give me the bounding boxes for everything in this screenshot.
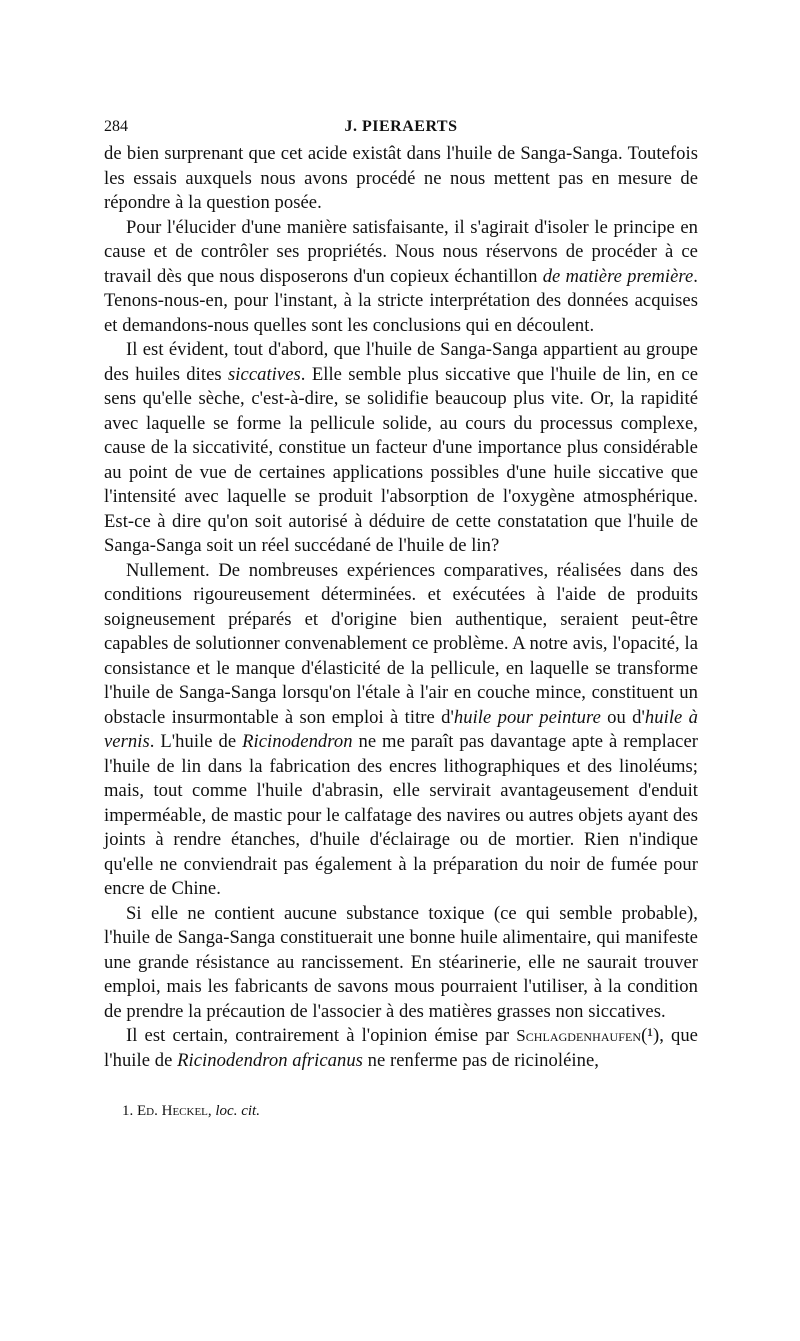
footnote-number: 1. (122, 1103, 137, 1119)
paragraph-3 (104, 338, 698, 559)
running-title: J. PIERAERTS (344, 118, 458, 135)
footnote-author: Ed. Heckel (137, 1103, 208, 1119)
footnote (104, 1101, 698, 1121)
paragraph-2 (104, 216, 698, 339)
page-number: 284 (104, 118, 128, 135)
page-header (104, 112, 698, 142)
paragraph-2-text-b: . Tenons-nous-en, pour l'instant, à la stricte interprétation des données acquises et demandons-nous quelles sont les conclusions qui en découlent. (104, 265, 698, 336)
paragraph-6-text-a: Il est certain, contrairement à l'opinion émise par (126, 1025, 517, 1046)
paragraph-3-text-b: . Elle semble plus siccative que l'huile de lin, en ce sens qu'elle sèche, c'est-à-dire, se solidifie beaucoup plus vite. Or, la rapidité avec laquelle se forme la pellicule solide, au cours du processus complexe, cause de la siccativité, constitue un facteur d'une importance plus considérable au point de vue de certaines applications possibles d'une huile siccative que l'intensité avec laquelle se produit l'absorption de l'oxygène atmosphérique. Est-ce à dire qu'on soit autorisé à déduire de cette constatation que l'huile de Sanga-Sanga soit un réel succédané de l'huile de lin? (104, 363, 698, 556)
paragraph-4-text-mid-2: . L'huile de (149, 731, 243, 752)
paragraph-4-italic-1: huile pour peinture (453, 706, 601, 728)
footnote-citation: loc. cit. (215, 1103, 260, 1119)
paragraph-4-italic-2: huile à vernis (104, 706, 698, 752)
author-name-smallcaps: Schlagdenhaufen (516, 1026, 642, 1045)
page (104, 112, 698, 1121)
paragraph-4-text-a: Nullement. De nombreuses expériences comparatives, réalisées dans des conditions rigoureusement déterminées. et exécutées à l'aide de produits soigneusement préparés et d'origine bien authentique, seraient peut-être capables de solutionner convenablement ce problème. A notre avis, l'opacité, la consistance et le manque d'élasticité de la pellicule, en laquelle se transforme l'huile de Sanga-Sanga lorsqu'on l'étale à l'air en couche mince, constituent un obstacle insurmontable à son emploi à titre d' (104, 559, 698, 728)
paragraph-4 (104, 559, 698, 902)
paragraph-6-text-c: ne renferme pas de ricinoléine, (362, 1049, 599, 1071)
body-text (104, 142, 698, 1073)
paragraph-5 (104, 902, 698, 1025)
paragraph-3-italic: siccatives (228, 363, 301, 385)
paragraph-6-italic: Ricinodendron africanus (177, 1049, 363, 1071)
paragraph-2-italic: de matière première (542, 265, 694, 287)
paragraph-4-italic-3: Ricinodendron (242, 731, 353, 752)
footnote-separator-text: , (207, 1103, 216, 1119)
paragraph-3-text-a: Il est évident, tout d'abord, que l'huile de Sanga-Sanga appartient au groupe des huiles dites (104, 339, 698, 385)
paragraph-4-text-b: ne me paraît pas davantage apte à remplacer l'huile de lin dans la fabrication des encres lithographiques et des linoléums; mais, tout comme l'huile d'abrasin, elle servirait avantageusement d'enduit imperméable, de mastic pour le calfatage des navires ou autres objets ayant des joints à rendre étanches, d'huile d'éclairage ou de mortier. Rien n'indique qu'elle ne conviendrait pas également à la préparation du noir de fumée pour encre de Chine. (104, 731, 698, 899)
paragraph-1 (104, 142, 698, 216)
paragraph-5-text: Si elle ne contient aucune substance toxique (ce qui semble probable), l'huile de Sanga-Sanga constituerait une bonne huile alimentaire, qui manifeste une grande résistance au rancissement. En stéarinerie, elle ne saurait trouver emploi, mais les fabricants de savons mous pourraient l'utiliser, à la condition de prendre la précaution de l'associer à des matières grasses non siccatives. (104, 902, 698, 1022)
paragraph-6 (104, 1024, 698, 1073)
footnote-reference: (¹) (641, 1025, 660, 1046)
paragraph-2-text-a: Pour l'élucider d'une manière satisfaisante, il s'agirait d'isoler le principe en cause et de contrôler ses propriétés. Nous nous réservons de procéder à ce travail dès que nous disposerons d'un copieux échantillon (104, 216, 698, 287)
paragraph-1-text: de bien surprenant que cet acide existât dans l'huile de Sanga-Sanga. Toutefois les essais auxquels nous avons procédé ne nous mettent pas en mesure de répondre à la question posée. (104, 143, 698, 213)
paragraph-6-text-b: , que l'huile de (104, 1025, 698, 1071)
footnote-separator (104, 1073, 698, 1101)
paragraph-4-text-mid-1: ou d' (600, 706, 645, 728)
